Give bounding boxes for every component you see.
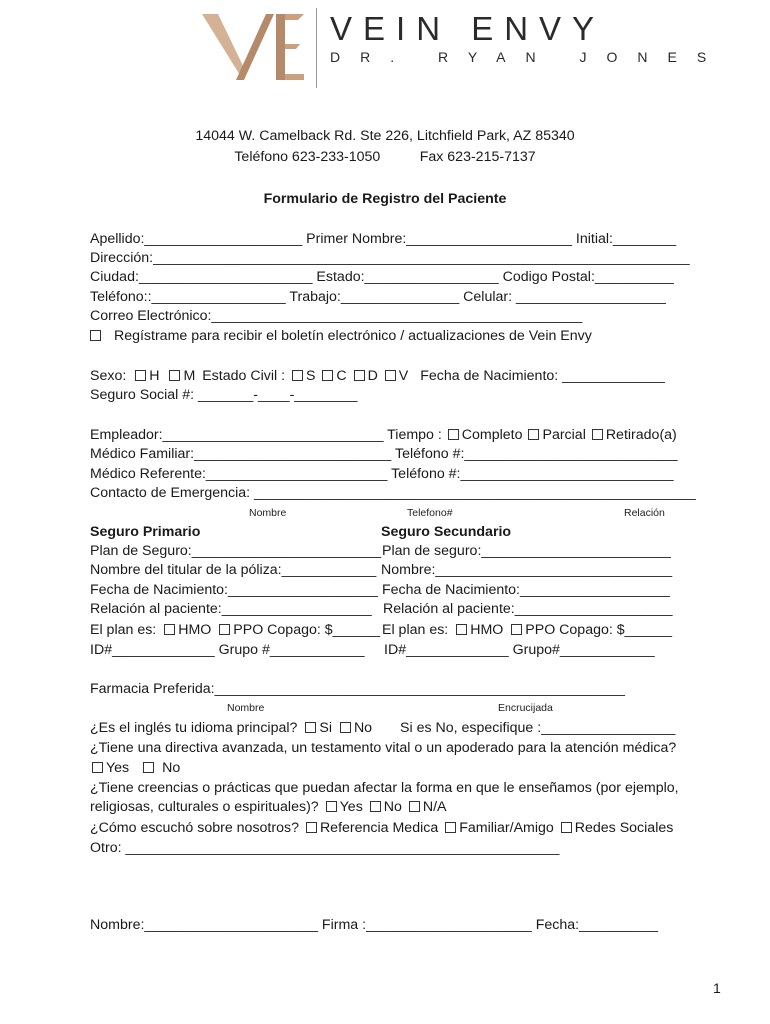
directiva-yes-checkbox[interactable]	[92, 762, 103, 773]
ve-monogram-icon	[200, 8, 320, 88]
creencias-no-checkbox[interactable]	[370, 801, 381, 812]
especifique-field[interactable]: Si es No, especifique :_________________	[400, 720, 676, 736]
primario-hmo-checkbox[interactable]	[164, 624, 175, 635]
primario-plan-es-label: El plan es:	[90, 622, 157, 638]
directiva-question: ¿Tiene una directiva avanzada, un testamento vital o un apoderado para la atención médica?	[90, 740, 677, 756]
primario-ppo-field[interactable]: PPO Copago: $______	[233, 622, 380, 638]
tiempo-parcial-label: Parcial	[542, 427, 586, 443]
sexo-row	[90, 367, 665, 385]
secundario-plan-type-row	[382, 621, 672, 639]
creencias-row	[90, 798, 447, 816]
tiempo-retirado-checkbox[interactable]	[592, 429, 603, 440]
primario-relacion-line[interactable]: Relación al paciente:___________________	[90, 601, 372, 617]
signature-line[interactable]: Nombre:______________________ Firma :_____________________ Fecha:__________	[90, 917, 658, 933]
tiempo-retirado-label: Retirado(a)	[605, 427, 677, 443]
escucho-row	[90, 819, 673, 837]
directiva-no-label: No	[162, 760, 181, 776]
primario-id-line[interactable]: ID#_____________ Grupo #____________	[90, 642, 365, 658]
form-title: Formulario de Registro del Paciente	[263, 191, 507, 207]
referencia-label: Referencia Medica	[319, 820, 439, 836]
creencias-question-2: religiosas, culturales o espirituales)?	[90, 799, 319, 815]
clinic-phones: Teléfono 623-233-1050 Fax 623-215-7137	[234, 149, 536, 165]
directiva-no-checkbox[interactable]	[143, 762, 154, 773]
ingles-no-checkbox[interactable]	[340, 722, 351, 733]
creencias-no-label: No	[383, 799, 402, 815]
ingles-question: ¿Es el inglés tu idioma principal?	[90, 720, 298, 736]
ingles-no-label: No	[353, 720, 373, 736]
empleador-row	[90, 426, 677, 444]
sexo-m-checkbox[interactable]	[169, 370, 180, 381]
estado-d-checkbox[interactable]	[354, 370, 365, 381]
secundario-plan-es-label: El plan es:	[382, 622, 449, 638]
directiva-options	[92, 759, 180, 777]
primario-nacimiento-line[interactable]: Fecha de Nacimiento:___________________	[90, 582, 378, 598]
estado-d-label: D	[367, 368, 378, 384]
referencia-checkbox[interactable]	[306, 822, 317, 833]
estado-c-checkbox[interactable]	[322, 370, 333, 381]
clinic-address: 14044 W. Camelback Rd. Ste 226, Litchfield Park, AZ 85340	[195, 128, 575, 144]
secundario-relacion-line[interactable]: Relación al paciente:____________________	[383, 601, 673, 617]
estado-s-checkbox[interactable]	[292, 370, 303, 381]
estado-s-label: S	[305, 368, 316, 384]
medico-familiar-line[interactable]: Médico Familiar:_________________________ Teléfono #:___________________________	[90, 446, 678, 462]
correo-line[interactable]: Correo Electrónico:_______________________________________________	[90, 308, 583, 324]
estado-v-label: V	[398, 368, 409, 384]
page-number: 1	[713, 980, 721, 996]
sexo-label: Sexo:	[90, 368, 127, 384]
familiar-label: Familiar/Amigo	[459, 820, 554, 836]
contacto-telefono-caption: Telefono#	[407, 507, 453, 519]
creencias-question-1: ¿Tiene creencias o prácticas que puedan afectar la forma en que le enseñamos (por ejemplo,	[90, 780, 679, 796]
farmacia-nombre-caption: Nombre	[227, 702, 265, 714]
primario-titular-line[interactable]: Nombre del titular de la póliza:____________	[90, 562, 377, 578]
sexo-m-label: M	[183, 368, 196, 384]
apellido-line[interactable]: Apellido:____________________ Primer Nombre:_____________________ Initial:________	[90, 231, 677, 247]
familiar-checkbox[interactable]	[445, 822, 456, 833]
medico-referente-line[interactable]: Médico Referente:_______________________ Teléfono #:___________________________	[90, 466, 674, 482]
creencias-na-label: N/A	[422, 799, 447, 815]
ingles-si-label: Si	[319, 720, 332, 736]
creencias-na-checkbox[interactable]	[409, 801, 420, 812]
otro-line[interactable]: Otro: _______________________________________________________	[90, 840, 560, 856]
tiempo-completo-label: Completo	[461, 427, 523, 443]
contacto-nombre-caption: Nombre	[249, 507, 287, 519]
sexo-h-label: H	[149, 368, 160, 384]
secundario-hmo-checkbox[interactable]	[456, 624, 467, 635]
contacto-line[interactable]: Contacto de Emergencia: ________________________________________________________	[90, 485, 696, 501]
tiempo-completo-checkbox[interactable]	[448, 429, 459, 440]
escucho-question: ¿Cómo escuchó sobre nosotros?	[90, 820, 299, 836]
sexo-h-checkbox[interactable]	[135, 370, 146, 381]
contacto-relacion-caption: Relación	[624, 507, 665, 519]
newsletter-checkbox[interactable]	[90, 330, 101, 341]
primario-plan-line[interactable]: Plan de Seguro:________________________	[90, 543, 382, 559]
estado-c-label: C	[336, 368, 347, 384]
secundario-ppo-field[interactable]: PPO Copago: $______	[525, 622, 672, 638]
ingles-row	[90, 719, 675, 737]
secundario-plan-line[interactable]: Plan de seguro:________________________	[382, 543, 671, 559]
creencias-yes-checkbox[interactable]	[326, 801, 337, 812]
secundario-id-line[interactable]: ID#_____________ Grupo#____________	[384, 642, 655, 658]
brand-subtitle: DR. RYAN JONES	[330, 49, 727, 65]
primario-ppo-checkbox[interactable]	[219, 624, 230, 635]
estado-civil-label: Estado Civil :	[202, 368, 286, 384]
newsletter-label: Regístrame para recibir el boletín electrónico / actualizaciones de Vein Envy	[113, 328, 592, 344]
seguro-primario-title: Seguro Primario	[90, 524, 201, 540]
seguro-social-line[interactable]: Seguro Social #: _______-____-________	[90, 387, 358, 403]
tiempo-parcial-checkbox[interactable]	[528, 429, 539, 440]
direccion-line[interactable]: Dirección:____________________________________________________________________	[90, 250, 690, 266]
creencias-yes-label: Yes	[339, 799, 363, 815]
ingles-si-checkbox[interactable]	[305, 722, 316, 733]
telefono-line[interactable]: Teléfono::_________________ Trabajo:_______________ Celular: ___________________	[90, 289, 666, 305]
brand-name: VEIN ENVY	[330, 10, 606, 47]
secundario-hmo-label: HMO	[470, 622, 504, 638]
seguro-secundario-title: Seguro Secundario	[381, 524, 512, 540]
farmacia-line[interactable]: Farmacia Preferida:____________________________________________________	[90, 681, 625, 697]
redes-checkbox[interactable]	[561, 822, 572, 833]
empleador-field[interactable]: Empleador:____________________________ Tiempo :	[90, 427, 442, 443]
farmacia-encrucijada-caption: Encrucijada	[498, 702, 553, 714]
primario-hmo-label: HMO	[178, 622, 212, 638]
secundario-ppo-checkbox[interactable]	[511, 624, 522, 635]
primario-plan-type-row	[90, 621, 380, 639]
secundario-nombre-line[interactable]: Nombre:______________________________	[381, 562, 673, 578]
secundario-nacimiento-line[interactable]: Fecha de Nacimiento:___________________	[382, 582, 670, 598]
estado-v-checkbox[interactable]	[385, 370, 396, 381]
newsletter-row	[90, 327, 592, 345]
redes-label: Redes Sociales	[574, 820, 674, 836]
directiva-yes-label: Yes	[106, 760, 130, 776]
ciudad-line[interactable]: Ciudad:______________________ Estado:_________________ Codigo Postal:__________	[90, 269, 674, 285]
nacimiento-field[interactable]: Fecha de Nacimiento: _____________	[420, 368, 665, 384]
